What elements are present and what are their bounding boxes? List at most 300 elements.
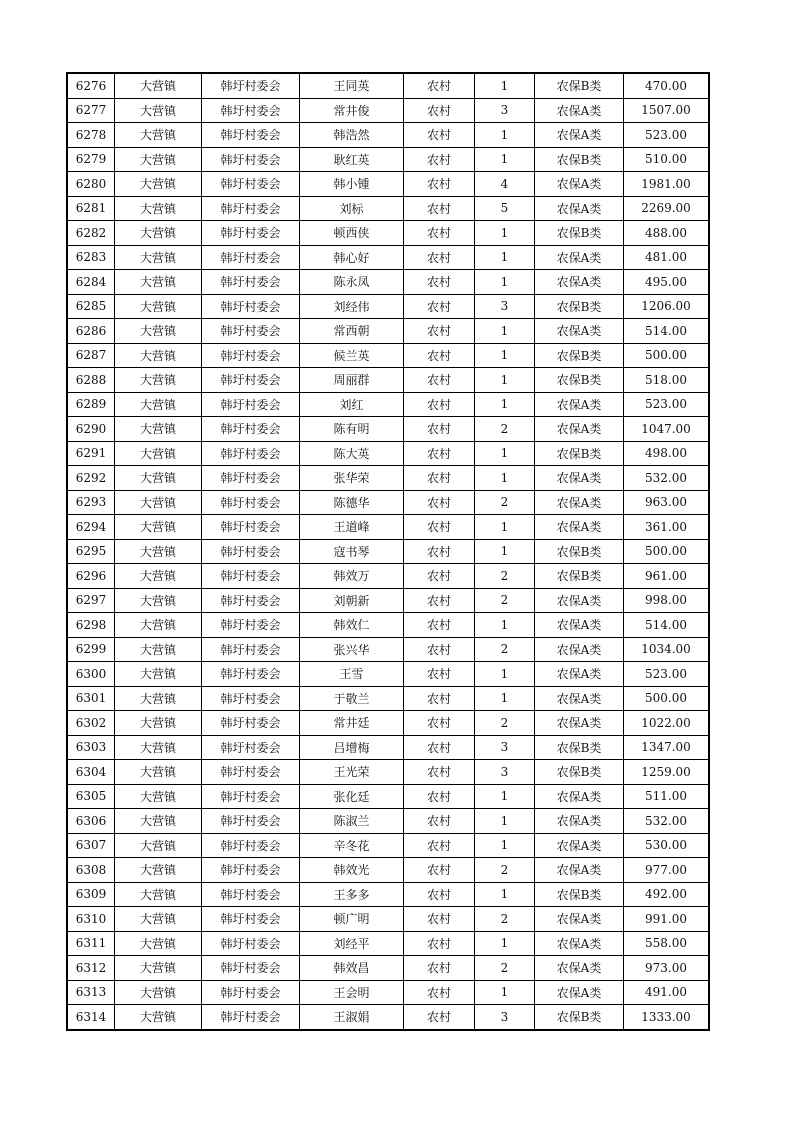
household-size-cell: 2 <box>475 956 535 981</box>
insurance-category-cell: 农保A类 <box>535 931 624 956</box>
table-row <box>67 294 709 319</box>
town-cell: 大营镇 <box>115 980 202 1005</box>
town-cell: 大营镇 <box>115 245 202 270</box>
row-number-cell: 6299 <box>67 637 115 662</box>
village-committee-cell: 韩圩村委会 <box>202 784 300 809</box>
area-type-cell: 农村 <box>404 735 475 760</box>
row-number-cell: 6282 <box>67 221 115 246</box>
area-type-cell: 农村 <box>404 98 475 123</box>
table-row <box>67 662 709 687</box>
village-committee-cell: 韩圩村委会 <box>202 221 300 246</box>
row-number-cell: 6287 <box>67 343 115 368</box>
amount-cell: 514.00 <box>624 613 710 638</box>
row-number-cell: 6311 <box>67 931 115 956</box>
town-cell: 大营镇 <box>115 466 202 491</box>
town-cell: 大营镇 <box>115 270 202 295</box>
row-number-cell: 6290 <box>67 417 115 442</box>
amount-cell: 977.00 <box>624 858 710 883</box>
amount-cell: 1034.00 <box>624 637 710 662</box>
area-type-cell: 农村 <box>404 613 475 638</box>
amount-cell: 500.00 <box>624 686 710 711</box>
household-size-cell: 1 <box>475 319 535 344</box>
row-number-cell: 6297 <box>67 588 115 613</box>
household-size-cell: 1 <box>475 392 535 417</box>
area-type-cell: 农村 <box>404 196 475 221</box>
village-committee-cell: 韩圩村委会 <box>202 858 300 883</box>
table-row <box>67 980 709 1005</box>
town-cell: 大营镇 <box>115 98 202 123</box>
area-type-cell: 农村 <box>404 441 475 466</box>
town-cell: 大营镇 <box>115 196 202 221</box>
town-cell: 大营镇 <box>115 564 202 589</box>
row-number-cell: 6292 <box>67 466 115 491</box>
household-size-cell: 1 <box>475 613 535 638</box>
table-row <box>67 441 709 466</box>
amount-cell: 510.00 <box>624 147 710 172</box>
table-row <box>67 735 709 760</box>
row-number-cell: 6298 <box>67 613 115 638</box>
table-row <box>67 417 709 442</box>
table-row <box>67 466 709 491</box>
town-cell: 大营镇 <box>115 368 202 393</box>
table-row <box>67 515 709 540</box>
insurance-category-cell: 农保A类 <box>535 319 624 344</box>
town-cell: 大营镇 <box>115 515 202 540</box>
area-type-cell: 农村 <box>404 466 475 491</box>
name-cell: 辛冬花 <box>300 833 404 858</box>
household-size-cell: 2 <box>475 858 535 883</box>
village-committee-cell: 韩圩村委会 <box>202 515 300 540</box>
insurance-category-cell: 农保A类 <box>535 907 624 932</box>
insurance-category-cell: 农保A类 <box>535 123 624 148</box>
table-row <box>67 123 709 148</box>
area-type-cell: 农村 <box>404 539 475 564</box>
amount-cell: 1347.00 <box>624 735 710 760</box>
name-cell: 刘朝新 <box>300 588 404 613</box>
table-row <box>67 784 709 809</box>
insurance-category-cell: 农保A类 <box>535 637 624 662</box>
area-type-cell: 农村 <box>404 368 475 393</box>
row-number-cell: 6283 <box>67 245 115 270</box>
amount-cell: 491.00 <box>624 980 710 1005</box>
area-type-cell: 农村 <box>404 564 475 589</box>
household-size-cell: 2 <box>475 417 535 442</box>
town-cell: 大营镇 <box>115 441 202 466</box>
insurance-category-cell: 农保B类 <box>535 882 624 907</box>
town-cell: 大营镇 <box>115 123 202 148</box>
household-size-cell: 1 <box>475 73 535 98</box>
town-cell: 大营镇 <box>115 637 202 662</box>
insurance-category-cell: 农保A类 <box>535 833 624 858</box>
amount-cell: 532.00 <box>624 466 710 491</box>
table-row <box>67 588 709 613</box>
table-row <box>67 221 709 246</box>
row-number-cell: 6288 <box>67 368 115 393</box>
name-cell: 王光荣 <box>300 760 404 785</box>
name-cell: 常井俊 <box>300 98 404 123</box>
village-committee-cell: 韩圩村委会 <box>202 809 300 834</box>
village-committee-cell: 韩圩村委会 <box>202 343 300 368</box>
household-size-cell: 1 <box>475 931 535 956</box>
town-cell: 大营镇 <box>115 588 202 613</box>
area-type-cell: 农村 <box>404 147 475 172</box>
name-cell: 陈大英 <box>300 441 404 466</box>
name-cell: 韩小锺 <box>300 172 404 197</box>
insurance-category-cell: 农保B类 <box>535 564 624 589</box>
town-cell: 大营镇 <box>115 319 202 344</box>
household-size-cell: 3 <box>475 735 535 760</box>
amount-cell: 514.00 <box>624 319 710 344</box>
town-cell: 大营镇 <box>115 784 202 809</box>
name-cell: 王多多 <box>300 882 404 907</box>
household-size-cell: 1 <box>475 809 535 834</box>
amount-cell: 488.00 <box>624 221 710 246</box>
row-number-cell: 6276 <box>67 73 115 98</box>
town-cell: 大营镇 <box>115 294 202 319</box>
area-type-cell: 农村 <box>404 270 475 295</box>
insurance-category-cell: 农保A类 <box>535 392 624 417</box>
village-committee-cell: 韩圩村委会 <box>202 270 300 295</box>
town-cell: 大营镇 <box>115 956 202 981</box>
town-cell: 大营镇 <box>115 931 202 956</box>
town-cell: 大营镇 <box>115 392 202 417</box>
town-cell: 大营镇 <box>115 882 202 907</box>
insurance-category-cell: 农保A类 <box>535 980 624 1005</box>
household-size-cell: 2 <box>475 490 535 515</box>
town-cell: 大营镇 <box>115 662 202 687</box>
household-size-cell: 1 <box>475 466 535 491</box>
area-type-cell: 农村 <box>404 662 475 687</box>
row-number-cell: 6301 <box>67 686 115 711</box>
village-committee-cell: 韩圩村委会 <box>202 123 300 148</box>
village-committee-cell: 韩圩村委会 <box>202 392 300 417</box>
name-cell: 韩浩然 <box>300 123 404 148</box>
village-committee-cell: 韩圩村委会 <box>202 466 300 491</box>
name-cell: 常西朝 <box>300 319 404 344</box>
records-table <box>66 72 710 1031</box>
village-committee-cell: 韩圩村委会 <box>202 539 300 564</box>
table-row <box>67 270 709 295</box>
household-size-cell: 1 <box>475 686 535 711</box>
name-cell: 王淑娟 <box>300 1005 404 1030</box>
village-committee-cell: 韩圩村委会 <box>202 711 300 736</box>
row-number-cell: 6285 <box>67 294 115 319</box>
table-row <box>67 809 709 834</box>
insurance-category-cell: 农保A类 <box>535 245 624 270</box>
town-cell: 大营镇 <box>115 809 202 834</box>
amount-cell: 961.00 <box>624 564 710 589</box>
name-cell: 张兴华 <box>300 637 404 662</box>
amount-cell: 511.00 <box>624 784 710 809</box>
amount-cell: 558.00 <box>624 931 710 956</box>
table-row <box>67 245 709 270</box>
village-committee-cell: 韩圩村委会 <box>202 98 300 123</box>
insurance-category-cell: 农保B类 <box>535 221 624 246</box>
name-cell: 周丽群 <box>300 368 404 393</box>
amount-cell: 1333.00 <box>624 1005 710 1030</box>
name-cell: 韩效仁 <box>300 613 404 638</box>
name-cell: 候兰英 <box>300 343 404 368</box>
row-number-cell: 6304 <box>67 760 115 785</box>
amount-cell: 523.00 <box>624 123 710 148</box>
insurance-category-cell: 农保A类 <box>535 711 624 736</box>
amount-cell: 1206.00 <box>624 294 710 319</box>
row-number-cell: 6300 <box>67 662 115 687</box>
name-cell: 张华荣 <box>300 466 404 491</box>
area-type-cell: 农村 <box>404 319 475 344</box>
table-row <box>67 882 709 907</box>
insurance-category-cell: 农保B类 <box>535 539 624 564</box>
area-type-cell: 农村 <box>404 417 475 442</box>
area-type-cell: 农村 <box>404 245 475 270</box>
amount-cell: 532.00 <box>624 809 710 834</box>
name-cell: 刘红 <box>300 392 404 417</box>
town-cell: 大营镇 <box>115 343 202 368</box>
town-cell: 大营镇 <box>115 711 202 736</box>
row-number-cell: 6313 <box>67 980 115 1005</box>
table-row <box>67 686 709 711</box>
records-table-body <box>67 73 709 1030</box>
household-size-cell: 1 <box>475 441 535 466</box>
village-committee-cell: 韩圩村委会 <box>202 368 300 393</box>
insurance-category-cell: 农保B类 <box>535 735 624 760</box>
household-size-cell: 2 <box>475 637 535 662</box>
table-row <box>67 613 709 638</box>
name-cell: 韩效万 <box>300 564 404 589</box>
name-cell: 陈永凤 <box>300 270 404 295</box>
town-cell: 大营镇 <box>115 760 202 785</box>
town-cell: 大营镇 <box>115 686 202 711</box>
insurance-category-cell: 农保A类 <box>535 417 624 442</box>
town-cell: 大营镇 <box>115 735 202 760</box>
household-size-cell: 1 <box>475 245 535 270</box>
household-size-cell: 1 <box>475 343 535 368</box>
row-number-cell: 6293 <box>67 490 115 515</box>
amount-cell: 523.00 <box>624 662 710 687</box>
area-type-cell: 农村 <box>404 858 475 883</box>
household-size-cell: 1 <box>475 882 535 907</box>
table-row <box>67 760 709 785</box>
village-committee-cell: 韩圩村委会 <box>202 1005 300 1030</box>
row-number-cell: 6305 <box>67 784 115 809</box>
area-type-cell: 农村 <box>404 294 475 319</box>
area-type-cell: 农村 <box>404 907 475 932</box>
row-number-cell: 6307 <box>67 833 115 858</box>
table-row <box>67 490 709 515</box>
household-size-cell: 1 <box>475 980 535 1005</box>
insurance-category-cell: 农保A类 <box>535 98 624 123</box>
amount-cell: 500.00 <box>624 343 710 368</box>
village-committee-cell: 韩圩村委会 <box>202 73 300 98</box>
town-cell: 大营镇 <box>115 539 202 564</box>
insurance-category-cell: 农保B类 <box>535 441 624 466</box>
area-type-cell: 农村 <box>404 833 475 858</box>
insurance-category-cell: 农保B类 <box>535 760 624 785</box>
town-cell: 大营镇 <box>115 73 202 98</box>
name-cell: 陈有明 <box>300 417 404 442</box>
table-row <box>67 98 709 123</box>
insurance-category-cell: 农保A类 <box>535 270 624 295</box>
table-row <box>67 564 709 589</box>
insurance-category-cell: 农保A类 <box>535 196 624 221</box>
row-number-cell: 6306 <box>67 809 115 834</box>
amount-cell: 2269.00 <box>624 196 710 221</box>
insurance-category-cell: 农保B类 <box>535 1005 624 1030</box>
insurance-category-cell: 农保A类 <box>535 588 624 613</box>
row-number-cell: 6308 <box>67 858 115 883</box>
row-number-cell: 6281 <box>67 196 115 221</box>
amount-cell: 500.00 <box>624 539 710 564</box>
area-type-cell: 农村 <box>404 809 475 834</box>
insurance-category-cell: 农保B类 <box>535 294 624 319</box>
table-row <box>67 858 709 883</box>
name-cell: 耿红英 <box>300 147 404 172</box>
village-committee-cell: 韩圩村委会 <box>202 613 300 638</box>
area-type-cell: 农村 <box>404 172 475 197</box>
row-number-cell: 6312 <box>67 956 115 981</box>
table-row <box>67 368 709 393</box>
table-row <box>67 1005 709 1030</box>
town-cell: 大营镇 <box>115 833 202 858</box>
area-type-cell: 农村 <box>404 931 475 956</box>
row-number-cell: 6289 <box>67 392 115 417</box>
household-size-cell: 1 <box>475 784 535 809</box>
village-committee-cell: 韩圩村委会 <box>202 147 300 172</box>
row-number-cell: 6286 <box>67 319 115 344</box>
row-number-cell: 6302 <box>67 711 115 736</box>
town-cell: 大营镇 <box>115 417 202 442</box>
household-size-cell: 1 <box>475 221 535 246</box>
row-number-cell: 6284 <box>67 270 115 295</box>
area-type-cell: 农村 <box>404 686 475 711</box>
amount-cell: 481.00 <box>624 245 710 270</box>
village-committee-cell: 韩圩村委会 <box>202 907 300 932</box>
row-number-cell: 6309 <box>67 882 115 907</box>
village-committee-cell: 韩圩村委会 <box>202 441 300 466</box>
row-number-cell: 6303 <box>67 735 115 760</box>
table-row <box>67 711 709 736</box>
name-cell: 陈德华 <box>300 490 404 515</box>
area-type-cell: 农村 <box>404 1005 475 1030</box>
amount-cell: 492.00 <box>624 882 710 907</box>
row-number-cell: 6296 <box>67 564 115 589</box>
insurance-category-cell: 农保A类 <box>535 662 624 687</box>
area-type-cell: 农村 <box>404 343 475 368</box>
village-committee-cell: 韩圩村委会 <box>202 172 300 197</box>
household-size-cell: 1 <box>475 515 535 540</box>
village-committee-cell: 韩圩村委会 <box>202 564 300 589</box>
amount-cell: 518.00 <box>624 368 710 393</box>
town-cell: 大营镇 <box>115 907 202 932</box>
household-size-cell: 1 <box>475 368 535 393</box>
insurance-category-cell: 农保A类 <box>535 490 624 515</box>
village-committee-cell: 韩圩村委会 <box>202 662 300 687</box>
area-type-cell: 农村 <box>404 123 475 148</box>
table-row <box>67 907 709 932</box>
insurance-category-cell: 农保A类 <box>535 466 624 491</box>
amount-cell: 1047.00 <box>624 417 710 442</box>
insurance-category-cell: 农保A类 <box>535 784 624 809</box>
amount-cell: 498.00 <box>624 441 710 466</box>
area-type-cell: 农村 <box>404 490 475 515</box>
village-committee-cell: 韩圩村委会 <box>202 294 300 319</box>
amount-cell: 495.00 <box>624 270 710 295</box>
household-size-cell: 1 <box>475 662 535 687</box>
insurance-category-cell: 农保A类 <box>535 809 624 834</box>
household-size-cell: 2 <box>475 564 535 589</box>
town-cell: 大营镇 <box>115 613 202 638</box>
name-cell: 顿广明 <box>300 907 404 932</box>
household-size-cell: 2 <box>475 588 535 613</box>
area-type-cell: 农村 <box>404 882 475 907</box>
amount-cell: 1259.00 <box>624 760 710 785</box>
table-row <box>67 931 709 956</box>
table-row <box>67 343 709 368</box>
village-committee-cell: 韩圩村委会 <box>202 637 300 662</box>
town-cell: 大营镇 <box>115 490 202 515</box>
household-size-cell: 2 <box>475 711 535 736</box>
household-size-cell: 1 <box>475 123 535 148</box>
amount-cell: 470.00 <box>624 73 710 98</box>
area-type-cell: 农村 <box>404 73 475 98</box>
name-cell: 顿西侠 <box>300 221 404 246</box>
area-type-cell: 农村 <box>404 392 475 417</box>
name-cell: 王会明 <box>300 980 404 1005</box>
area-type-cell: 农村 <box>404 980 475 1005</box>
village-committee-cell: 韩圩村委会 <box>202 319 300 344</box>
table-row <box>67 392 709 417</box>
village-committee-cell: 韩圩村委会 <box>202 882 300 907</box>
name-cell: 张化廷 <box>300 784 404 809</box>
insurance-category-cell: 农保A类 <box>535 515 624 540</box>
name-cell: 韩心好 <box>300 245 404 270</box>
village-committee-cell: 韩圩村委会 <box>202 490 300 515</box>
name-cell: 陈淑兰 <box>300 809 404 834</box>
area-type-cell: 农村 <box>404 588 475 613</box>
row-number-cell: 6280 <box>67 172 115 197</box>
household-size-cell: 2 <box>475 907 535 932</box>
table-row <box>67 637 709 662</box>
household-size-cell: 3 <box>475 98 535 123</box>
amount-cell: 530.00 <box>624 833 710 858</box>
insurance-category-cell: 农保A类 <box>535 956 624 981</box>
amount-cell: 361.00 <box>624 515 710 540</box>
town-cell: 大营镇 <box>115 172 202 197</box>
amount-cell: 523.00 <box>624 392 710 417</box>
row-number-cell: 6314 <box>67 1005 115 1030</box>
table-row <box>67 147 709 172</box>
insurance-category-cell: 农保A类 <box>535 172 624 197</box>
village-committee-cell: 韩圩村委会 <box>202 588 300 613</box>
name-cell: 刘经伟 <box>300 294 404 319</box>
amount-cell: 973.00 <box>624 956 710 981</box>
village-committee-cell: 韩圩村委会 <box>202 196 300 221</box>
household-size-cell: 5 <box>475 196 535 221</box>
row-number-cell: 6310 <box>67 907 115 932</box>
household-size-cell: 1 <box>475 833 535 858</box>
table-row <box>67 319 709 344</box>
row-number-cell: 6291 <box>67 441 115 466</box>
row-number-cell: 6277 <box>67 98 115 123</box>
insurance-category-cell: 农保B类 <box>535 147 624 172</box>
name-cell: 常井廷 <box>300 711 404 736</box>
insurance-category-cell: 农保A类 <box>535 858 624 883</box>
area-type-cell: 农村 <box>404 515 475 540</box>
name-cell: 刘经平 <box>300 931 404 956</box>
table-row <box>67 833 709 858</box>
amount-cell: 1507.00 <box>624 98 710 123</box>
table-row <box>67 73 709 98</box>
